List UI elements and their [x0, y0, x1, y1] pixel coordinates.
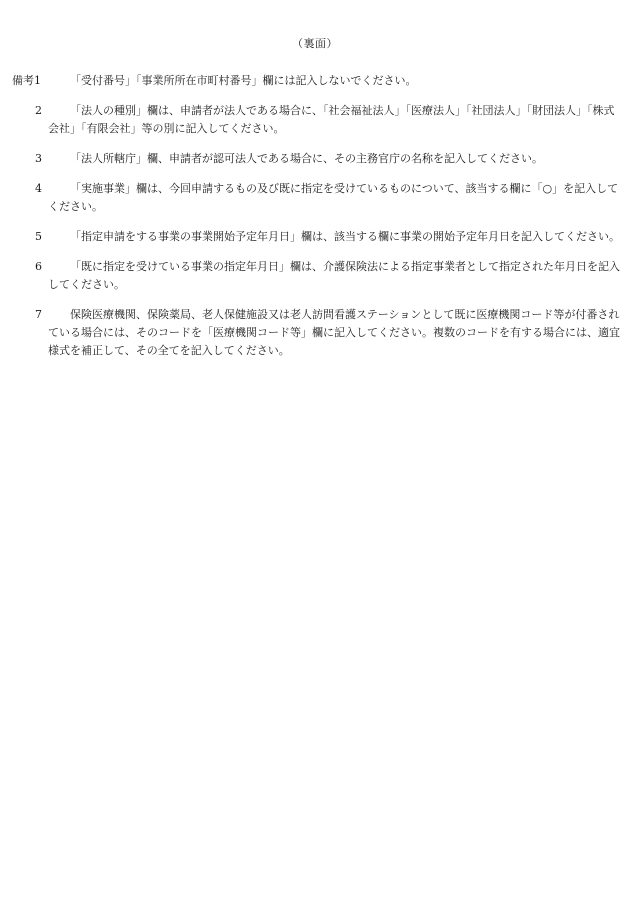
note-text: 「受付番号」「事業所所在市町村番号」欄には記入しないでください。: [70, 74, 417, 87]
note-text: 「実施事業」欄は、今回申請するもの及び既に指定を受けているものについて、該当する欄に「○」を記入してください。: [48, 182, 619, 213]
note-number: 備考1: [12, 74, 41, 87]
note-item: [12, 72, 620, 90]
note-text: 「既に指定を受けている事業の指定年月日」欄は、介護保険法による指定事業者として指定された年月日を記入してください。: [48, 260, 620, 291]
page-title: （裏面）: [292, 37, 338, 50]
note-text: 「法人の種別」欄は、申請者が法人である場合に、「社会福祉法人」「医療法人」「社団法人」「財団法人」「株式会社」「有限会社」等の別に記入してください。: [48, 104, 615, 135]
note-text: 「法人所轄庁」欄、申請者が認可法人である場合に、その主務官庁の名称を記入してください。: [70, 152, 543, 165]
note-item: [12, 228, 620, 246]
note-text: 保険医療機関、保険薬局、老人保健施設又は老人訪問看護ステーションとして既に医療機関コード等が付番されている場合には、そのコードを「医療機関コード等」欄に記入してください。複数のコードを有する場合には、適宜様式を補正して、その全てを記入してください。: [48, 308, 620, 357]
note-text: 「指定申請をする事業の事業開始予定年月日」欄は、該当する欄に事業の開始予定年月日を記入してください。: [70, 230, 620, 243]
note-number: 2: [35, 104, 42, 117]
note-item: [12, 258, 620, 294]
note-item: [12, 150, 620, 168]
note-number: 6: [35, 260, 42, 273]
note-number: 7: [35, 308, 42, 321]
note-item: [12, 102, 620, 138]
note-item: [12, 306, 620, 360]
notes-list: [12, 72, 620, 372]
note-number: 4: [35, 182, 42, 195]
note-number: 5: [35, 230, 42, 243]
note-item: [12, 180, 620, 216]
note-number: 3: [35, 152, 42, 165]
